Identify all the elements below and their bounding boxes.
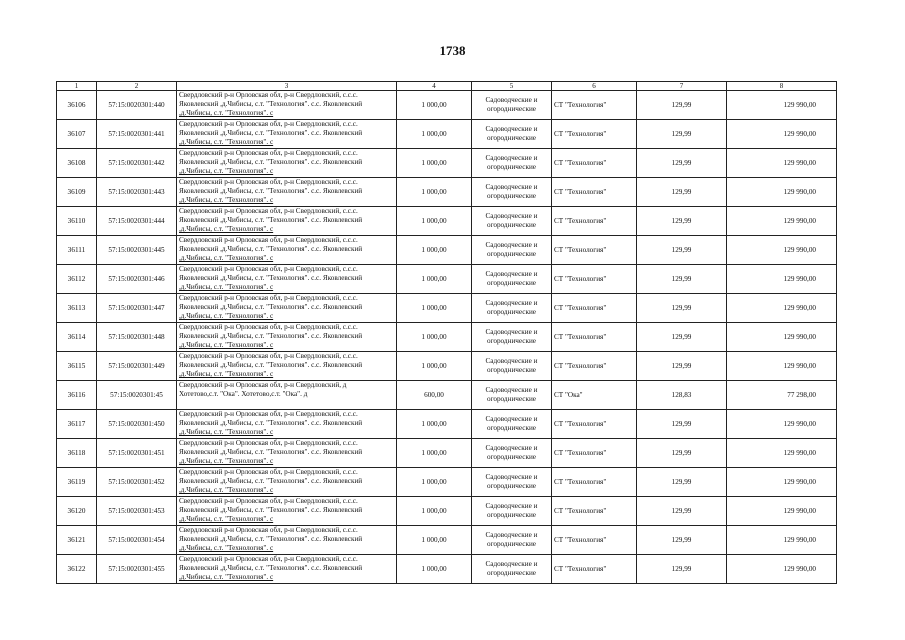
address-line: Свердловский р-н Орловская обл, р-н Свердловский, с.с.с. [179, 555, 358, 563]
area-value: 1 000,00 [397, 468, 472, 497]
owner-name: СТ "Технология" [552, 323, 637, 352]
address-line: ,д.Чибисы, с.т. "Технология". с [179, 312, 274, 320]
unit-price: 129,99 [637, 91, 727, 120]
owner-name: СТ "Технология" [552, 207, 637, 236]
address-cell [177, 323, 397, 352]
cadastral-number: 57:15:0020301:443 [97, 178, 177, 207]
address-cell [177, 555, 397, 584]
area-value: 1 000,00 [397, 91, 472, 120]
address-line: Свердловский р-н Орловская обл, р-н Свердловский, д [179, 381, 347, 389]
unit-price: 129,99 [637, 410, 727, 439]
area-value: 1 000,00 [397, 265, 472, 294]
table-row [57, 265, 837, 294]
cadastral-value: 77 298,00 [727, 381, 837, 410]
land-category: Садоводческие и огороднические [472, 323, 552, 352]
cadastral-number: 57:15:0020301:452 [97, 468, 177, 497]
land-category: Садоводческие и огороднические [472, 236, 552, 265]
unit-price: 129,99 [637, 323, 727, 352]
address-line: Яковлевский ,д.Чибисы, с.т. "Технология". с.с. Яковлевский [179, 274, 363, 282]
address-line: ,д.Чибисы, с.т. "Технология". с [179, 109, 274, 117]
address-line: Свердловский р-н Орловская обл, р-н Свердловский, с.с.с. [179, 410, 358, 418]
address-cell [177, 149, 397, 178]
address-line: Яковлевский ,д.Чибисы, с.т. "Технология". с.с. Яковлевский [179, 419, 363, 427]
row-number: 36112 [57, 265, 97, 294]
address-line: Яковлевский ,д.Чибисы, с.т. "Технология". с.с. Яковлевский [179, 477, 363, 485]
unit-price: 129,99 [637, 555, 727, 584]
table-row [57, 294, 837, 323]
owner-name: СТ "Технология" [552, 178, 637, 207]
cadastral-number: 57:15:0020301:454 [97, 526, 177, 555]
unit-price: 129,99 [637, 178, 727, 207]
row-number: 36106 [57, 91, 97, 120]
row-number: 36114 [57, 323, 97, 352]
area-value: 1 000,00 [397, 497, 472, 526]
row-number: 36118 [57, 439, 97, 468]
cadastral-value: 129 990,00 [727, 236, 837, 265]
land-category: Садоводческие и огороднические [472, 526, 552, 555]
unit-price: 129,99 [637, 497, 727, 526]
unit-price: 129,99 [637, 207, 727, 236]
unit-price: 128,83 [637, 381, 727, 410]
address-line: Свердловский р-н Орловская обл, р-н Свердловский, с.с.с. [179, 236, 358, 244]
address-line: Свердловский р-н Орловская обл, р-н Свердловский, с.с.с. [179, 149, 358, 157]
unit-price: 129,99 [637, 468, 727, 497]
address-cell [177, 207, 397, 236]
land-category: Садоводческие и огороднические [472, 178, 552, 207]
cadastral-number: 57:15:0020301:451 [97, 439, 177, 468]
area-value: 1 000,00 [397, 352, 472, 381]
table-row [57, 381, 837, 410]
cadastral-number: 57:15:0020301:45 [97, 381, 177, 410]
address-cell [177, 120, 397, 149]
column-header: 8 [727, 82, 837, 91]
address-line: Свердловский р-н Орловская обл, р-н Свердловский, с.с.с. [179, 207, 358, 215]
address-line: Свердловский р-н Орловская обл, р-н Свердловский, с.с.с. [179, 526, 358, 534]
table-header-row [57, 82, 837, 91]
cadastral-number: 57:15:0020301:447 [97, 294, 177, 323]
cadastral-value: 129 990,00 [727, 207, 837, 236]
table-row [57, 236, 837, 265]
area-value: 1 000,00 [397, 207, 472, 236]
land-category: Садоводческие и огороднические [472, 439, 552, 468]
page-number: 1738 [439, 43, 466, 58]
address-line: ,д.Чибисы, с.т. "Технология". с [179, 283, 274, 291]
row-number: 36119 [57, 468, 97, 497]
row-number: 36117 [57, 410, 97, 439]
address-line: ,д.Чибисы, с.т. "Технология". с [179, 225, 274, 233]
column-header: 7 [637, 82, 727, 91]
address-line: Свердловский р-н Орловская обл, р-н Свердловский, с.с.с. [179, 323, 358, 331]
unit-price: 129,99 [637, 439, 727, 468]
land-category: Садоводческие и огороднические [472, 410, 552, 439]
table-row [57, 468, 837, 497]
address-line: Свердловский р-н Орловская обл, р-н Свердловский, с.с.с. [179, 352, 358, 360]
cadastral-number: 57:15:0020301:455 [97, 555, 177, 584]
owner-name: СТ "Ока" [552, 381, 637, 410]
owner-name: СТ "Технология" [552, 526, 637, 555]
owner-name: СТ "Технология" [552, 294, 637, 323]
table-row [57, 497, 837, 526]
land-registry-table [56, 81, 837, 584]
address-line: Яковлевский ,д.Чибисы, с.т. "Технология". с.с. Яковлевский [179, 245, 363, 253]
unit-price: 129,99 [637, 120, 727, 149]
address-line: Свердловский р-н Орловская обл, р-н Свердловский, с.с.с. [179, 91, 358, 99]
land-category: Садоводческие и огороднические [472, 120, 552, 149]
address-line: Свердловский р-н Орловская обл, р-н Свердловский, с.с.с. [179, 265, 358, 273]
unit-price: 129,99 [637, 265, 727, 294]
owner-name: СТ "Технология" [552, 352, 637, 381]
address-line: ,д.Чибисы, с.т. "Технология". с [179, 573, 274, 581]
area-value: 1 000,00 [397, 439, 472, 468]
address-line: Яковлевский ,д.Чибисы, с.т. "Технология". с.с. Яковлевский [179, 332, 363, 340]
owner-name: СТ "Технология" [552, 91, 637, 120]
column-header: 2 [97, 82, 177, 91]
cadastral-value: 129 990,00 [727, 497, 837, 526]
owner-name: СТ "Технология" [552, 555, 637, 584]
address-line: Яковлевский ,д.Чибисы, с.т. "Технология". с.с. Яковлевский [179, 129, 363, 137]
owner-name: СТ "Технология" [552, 149, 637, 178]
area-value: 1 000,00 [397, 178, 472, 207]
cadastral-value: 129 990,00 [727, 410, 837, 439]
cadastral-number: 57:15:0020301:445 [97, 236, 177, 265]
row-number: 36111 [57, 236, 97, 265]
cadastral-value: 129 990,00 [727, 178, 837, 207]
area-value: 1 000,00 [397, 149, 472, 178]
row-number: 36120 [57, 497, 97, 526]
unit-price: 129,99 [637, 352, 727, 381]
address-line: ,д.Чибисы, с.т. "Технология". с [179, 370, 274, 378]
land-category: Садоводческие и огороднические [472, 555, 552, 584]
address-cell [177, 468, 397, 497]
land-category: Садоводческие и огороднические [472, 497, 552, 526]
table-row [57, 178, 837, 207]
area-value: 1 000,00 [397, 120, 472, 149]
owner-name: СТ "Технология" [552, 120, 637, 149]
row-number: 36108 [57, 149, 97, 178]
table-row [57, 149, 837, 178]
table-row [57, 555, 837, 584]
owner-name: СТ "Технология" [552, 468, 637, 497]
table-row [57, 91, 837, 120]
owner-name: СТ "Технология" [552, 236, 637, 265]
area-value: 1 000,00 [397, 526, 472, 555]
area-value: 600,00 [397, 381, 472, 410]
land-category: Садоводческие и огороднические [472, 352, 552, 381]
unit-price: 129,99 [637, 294, 727, 323]
area-value: 1 000,00 [397, 410, 472, 439]
owner-name: СТ "Технология" [552, 497, 637, 526]
cadastral-number: 57:15:0020301:441 [97, 120, 177, 149]
land-category: Садоводческие и огороднические [472, 468, 552, 497]
cadastral-value: 129 990,00 [727, 526, 837, 555]
address-line: ,д.Чибисы, с.т. "Технология". с [179, 138, 274, 146]
row-number: 36121 [57, 526, 97, 555]
cadastral-value: 129 990,00 [727, 323, 837, 352]
address-line: ,д.Чибисы, с.т. "Технология". с [179, 254, 274, 262]
address-cell [177, 91, 397, 120]
column-header: 1 [57, 82, 97, 91]
area-value: 1 000,00 [397, 555, 472, 584]
cadastral-number: 57:15:0020301:440 [97, 91, 177, 120]
address-line: Яковлевский ,д.Чибисы, с.т. "Технология". с.с. Яковлевский [179, 535, 363, 543]
address-line: Яковлевский ,д.Чибисы, с.т. "Технология". с.с. Яковлевский [179, 100, 363, 108]
column-header: 4 [397, 82, 472, 91]
owner-name: СТ "Технология" [552, 439, 637, 468]
address-line: Яковлевский ,д.Чибисы, с.т. "Технология". с.с. Яковлевский [179, 216, 363, 224]
address-line: Свердловский р-н Орловская обл, р-н Свердловский, с.с.с. [179, 178, 358, 186]
address-line: Яковлевский ,д.Чибисы, с.т. "Технология". с.с. Яковлевский [179, 187, 363, 195]
address-line: Хотетово,с.т. "Ока". Хотетово,с.т. "Ока". д [179, 390, 308, 398]
address-line: Яковлевский ,д.Чибисы, с.т. "Технология". с.с. Яковлевский [179, 158, 363, 166]
address-line: Яковлевский ,д.Чибисы, с.т. "Технология". с.с. Яковлевский [179, 361, 363, 369]
unit-price: 129,99 [637, 149, 727, 178]
address-cell [177, 497, 397, 526]
address-cell [177, 236, 397, 265]
address-line: ,д.Чибисы, с.т. "Технология". с [179, 486, 274, 494]
address-line: Свердловский р-н Орловская обл, р-н Свердловский, с.с.с. [179, 120, 358, 128]
cadastral-number: 57:15:0020301:448 [97, 323, 177, 352]
address-cell [177, 410, 397, 439]
address-line: ,д.Чибисы, с.т. "Технология". с [179, 196, 274, 204]
address-cell [177, 439, 397, 468]
cadastral-number: 57:15:0020301:444 [97, 207, 177, 236]
cadastral-number: 57:15:0020301:446 [97, 265, 177, 294]
land-category: Садоводческие и огороднические [472, 381, 552, 410]
address-line: ,д.Чибисы, с.т. "Технология". с [179, 341, 274, 349]
cadastral-value: 129 990,00 [727, 120, 837, 149]
address-line: Яковлевский ,д.Чибисы, с.т. "Технология". с.с. Яковлевский [179, 506, 363, 514]
address-line: ,д.Чибисы, с.т. "Технология". с [179, 544, 274, 552]
address-cell [177, 352, 397, 381]
address-line: ,д.Чибисы, с.т. "Технология". с [179, 457, 274, 465]
cadastral-value: 129 990,00 [727, 294, 837, 323]
row-number: 36110 [57, 207, 97, 236]
land-category: Садоводческие и огороднические [472, 91, 552, 120]
cadastral-value: 129 990,00 [727, 149, 837, 178]
row-number: 36115 [57, 352, 97, 381]
cadastral-value: 129 990,00 [727, 439, 837, 468]
cadastral-value: 129 990,00 [727, 265, 837, 294]
row-number: 36113 [57, 294, 97, 323]
row-number: 36116 [57, 381, 97, 410]
cadastral-value: 129 990,00 [727, 352, 837, 381]
address-line: Яковлевский ,д.Чибисы, с.т. "Технология". с.с. Яковлевский [179, 448, 363, 456]
cadastral-number: 57:15:0020301:450 [97, 410, 177, 439]
address-line: Свердловский р-н Орловская обл, р-н Свердловский, с.с.с. [179, 468, 358, 476]
row-number: 36109 [57, 178, 97, 207]
owner-name: СТ "Технология" [552, 265, 637, 294]
land-category: Садоводческие и огороднические [472, 207, 552, 236]
address-cell [177, 294, 397, 323]
table-row [57, 526, 837, 555]
cadastral-number: 57:15:0020301:449 [97, 352, 177, 381]
area-value: 1 000,00 [397, 323, 472, 352]
address-cell [177, 265, 397, 294]
address-line: Яковлевский ,д.Чибисы, с.т. "Технология". с.с. Яковлевский [179, 564, 363, 572]
address-line: Свердловский р-н Орловская обл, р-н Свердловский, с.с.с. [179, 294, 358, 302]
owner-name: СТ "Технология" [552, 410, 637, 439]
column-header: 6 [552, 82, 637, 91]
cadastral-value: 129 990,00 [727, 468, 837, 497]
land-category: Садоводческие и огороднические [472, 149, 552, 178]
table-row [57, 410, 837, 439]
table-row [57, 352, 837, 381]
cadastral-value: 129 990,00 [727, 555, 837, 584]
unit-price: 129,99 [637, 526, 727, 555]
land-category: Садоводческие и огороднические [472, 294, 552, 323]
area-value: 1 000,00 [397, 294, 472, 323]
address-line: Яковлевский ,д.Чибисы, с.т. "Технология". с.с. Яковлевский [179, 303, 363, 311]
address-line: Свердловский р-н Орловская обл, р-н Свердловский, с.с.с. [179, 439, 358, 447]
unit-price: 129,99 [637, 236, 727, 265]
table-row [57, 207, 837, 236]
cadastral-value: 129 990,00 [727, 91, 837, 120]
address-line: ,д.Чибисы, с.т. "Технология". с [179, 167, 274, 175]
cadastral-number: 57:15:0020301:442 [97, 149, 177, 178]
row-number: 36107 [57, 120, 97, 149]
row-number: 36122 [57, 555, 97, 584]
column-header: 3 [177, 82, 397, 91]
cadastral-number: 57:15:0020301:453 [97, 497, 177, 526]
area-value: 1 000,00 [397, 236, 472, 265]
address-line: ,д.Чибисы, с.т. "Технология". с [179, 428, 274, 436]
land-category: Садоводческие и огороднические [472, 265, 552, 294]
address-cell [177, 526, 397, 555]
table-row [57, 323, 837, 352]
table-row [57, 439, 837, 468]
address-cell [177, 178, 397, 207]
table-row [57, 120, 837, 149]
column-header: 5 [472, 82, 552, 91]
address-line: Свердловский р-н Орловская обл, р-н Свердловский, с.с.с. [179, 497, 358, 505]
address-cell [177, 381, 397, 410]
address-line: ,д.Чибисы, с.т. "Технология". с [179, 515, 274, 523]
